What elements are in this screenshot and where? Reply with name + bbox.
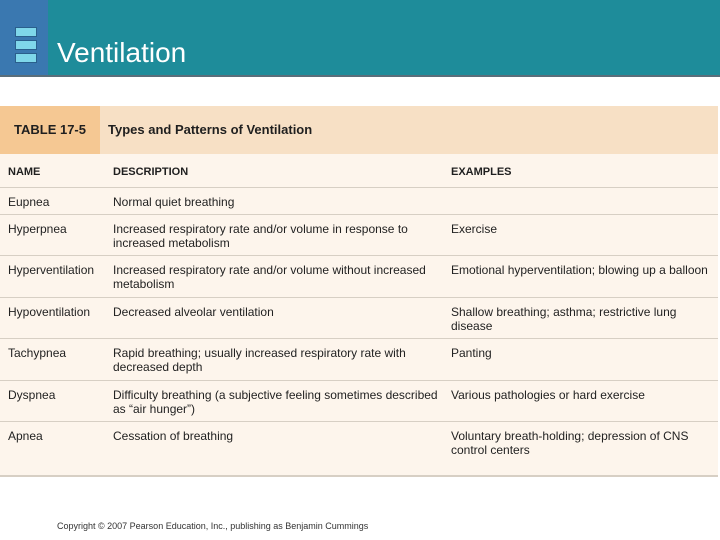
- table-row: [0, 255, 718, 298]
- table-caption: Types and Patterns of Ventilation: [108, 122, 313, 137]
- row-description: Normal quiet breathing: [113, 195, 235, 209]
- column-header-name: NAME: [8, 166, 41, 178]
- row-description: Cessation of breathing: [113, 429, 234, 443]
- table-number-box: [0, 106, 100, 154]
- copyright-notice: Copyright © 2007 Pearson Education, Inc., publishing as Benjamin Cummings: [57, 521, 369, 531]
- ventilation-table: [0, 106, 718, 477]
- slide-header: [0, 0, 720, 75]
- table-row: [0, 187, 718, 215]
- row-examples: Voluntary breath-holding; depression of CNS control centers: [451, 429, 689, 457]
- row-name: Hyperpnea: [8, 222, 67, 236]
- row-name: Eupnea: [8, 195, 50, 209]
- table-number: TABLE 17-5: [14, 122, 86, 137]
- column-header-examples: EXAMPLES: [451, 166, 512, 178]
- header-accent-bar: [0, 0, 48, 75]
- row-name: Tachypnea: [8, 346, 67, 360]
- row-examples: Exercise: [451, 222, 498, 236]
- row-examples: Various pathologies or hard exercise: [451, 388, 645, 402]
- table-row: [0, 380, 718, 422]
- slide-title: Ventilation: [57, 37, 187, 68]
- table-row: [0, 421, 718, 476]
- row-examples: Shallow breathing; asthma; restrictive lung disease: [451, 305, 677, 333]
- stack-logo-icon: [15, 27, 37, 65]
- row-description: Difficulty breathing (a subjective feeling sometimes described as “air hunger”): [113, 388, 438, 416]
- table-bottom-rule: [0, 475, 718, 477]
- row-description: Decreased alveolar ventilation: [113, 305, 274, 319]
- row-name: Apnea: [8, 429, 43, 443]
- table-row: [0, 297, 718, 339]
- row-name: Hyperventilation: [8, 263, 95, 277]
- row-description: Increased respiratory rate and/or volume in response to increased metabolism: [113, 222, 408, 250]
- row-description: Rapid breathing; usually increased respiratory rate with decreased depth: [113, 346, 406, 374]
- table-header-band: [0, 106, 718, 154]
- table-row: [0, 214, 718, 256]
- row-name: Hypoventilation: [8, 305, 91, 319]
- row-examples: Emotional hyperventilation; blowing up a balloon: [451, 263, 708, 277]
- table-row: [0, 338, 718, 381]
- header-divider: [0, 75, 720, 77]
- row-description: Increased respiratory rate and/or volume without increased metabolism: [113, 263, 426, 291]
- row-examples: Panting: [451, 346, 492, 360]
- column-header-description: DESCRIPTION: [113, 166, 189, 178]
- row-name: Dyspnea: [8, 388, 56, 402]
